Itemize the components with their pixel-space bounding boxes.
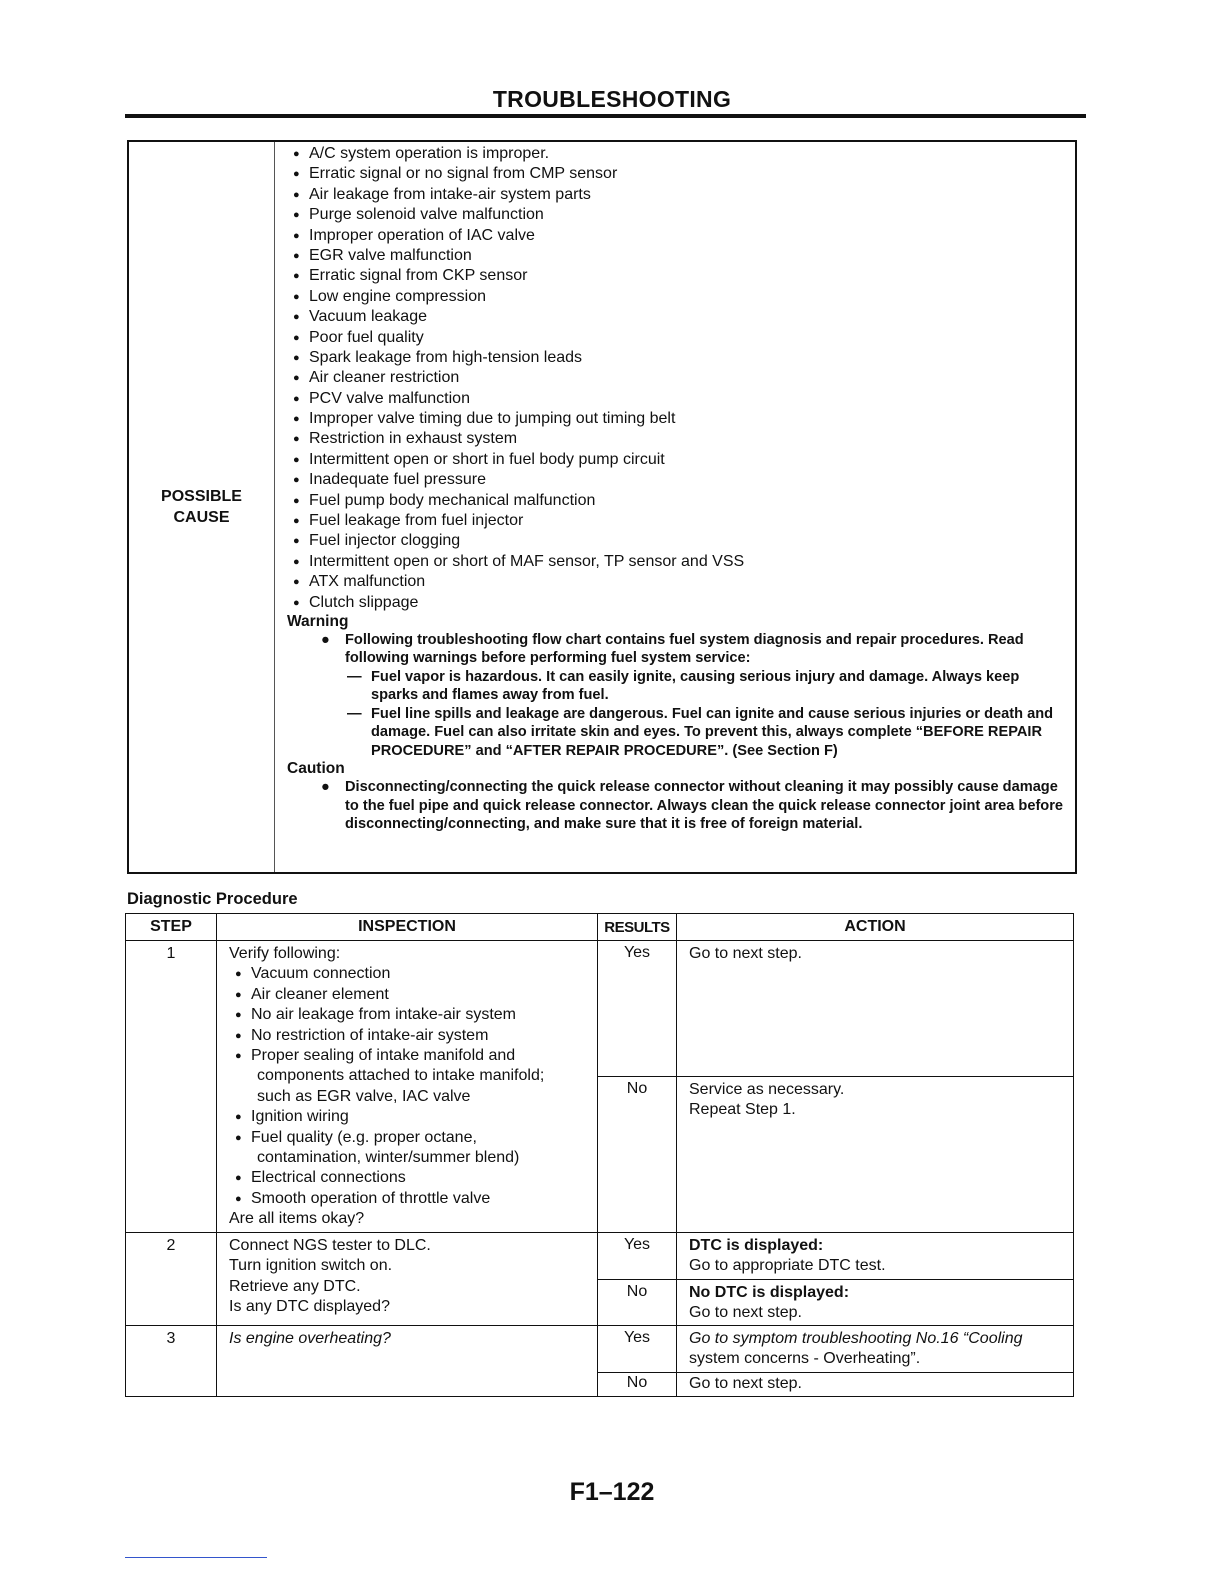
- cause-item: [287, 409, 1065, 429]
- col-step: STEP: [126, 914, 217, 941]
- bullet-icon: ●: [293, 433, 300, 446]
- action-cell: [677, 941, 1074, 1077]
- cause-item: [287, 450, 1065, 470]
- bullet-icon: ●: [293, 168, 300, 181]
- bullet-icon: ●: [235, 988, 242, 1001]
- action-heading: No DTC is displayed:: [689, 1284, 850, 1301]
- inspection-item: [229, 1189, 587, 1209]
- cause-text: PCV valve malfunction: [309, 389, 470, 407]
- cause-item: [287, 552, 1065, 572]
- action-cell: [677, 1373, 1074, 1397]
- cause-list: [287, 144, 1065, 613]
- bullet-icon: ●: [235, 1009, 242, 1022]
- action-cell: [677, 1233, 1074, 1280]
- bullet-icon: ●: [293, 372, 300, 385]
- bullet-icon: ●: [235, 1131, 242, 1144]
- bullet-icon: ●: [293, 270, 300, 283]
- inspection-item-text: contamination, winter/summer blend): [257, 1149, 520, 1167]
- action-cell: [677, 1077, 1074, 1233]
- bullet-icon: ●: [293, 555, 300, 568]
- warning-dash-text: Fuel line spills and leakage are dangerous. Fuel can ignite and cause serious injuries or death and damage. Fuel can also irritate skin and eyes. To prevent this, always complete “BEFORE REPAIR PROCEDURE” and “AFTER REPAIR PROCEDURE”. (See Section F): [371, 705, 1054, 759]
- bullet-icon: ●: [293, 494, 300, 507]
- bullet-icon: ●: [293, 392, 300, 405]
- page-title: TROUBLESHOOTING: [492, 86, 732, 112]
- bullet-icon: ●: [293, 351, 300, 364]
- inspection-question: Is engine overheating?: [229, 1330, 391, 1347]
- action-text: Repeat Step 1.: [689, 1101, 796, 1119]
- page-number: F1–122: [569, 1478, 655, 1506]
- bullet-icon: ●: [293, 188, 300, 201]
- inspection-item: [229, 1107, 587, 1127]
- inspection-item-text: Proper sealing of intake manifold and: [251, 1047, 516, 1065]
- cause-text: A/C system operation is improper.: [309, 145, 550, 162]
- inspection-cell: [217, 1326, 598, 1397]
- result-yes: Yes: [598, 941, 677, 1077]
- cause-item: [287, 164, 1065, 184]
- inspection-intro: Verify following:: [229, 945, 341, 962]
- result-no: No: [598, 1077, 677, 1233]
- caution-body: Disconnecting/connecting the quick release connector without cleaning it may possibly cause damage to the fuel pipe and quick release connector. Always clean the quick release connector joint area before disconnecting/connecting, and make sure that it is free of foreign material.: [345, 779, 1064, 833]
- action-text: Go to symptom troubleshooting No.16 “Cooling: [689, 1330, 1023, 1347]
- caution-text: ● Disconnecting/connecting the quick release connector without cleaning it may possibly cause damage to the fuel pipe and quick release connector. Always clean the quick release connector joint area before disconnecting/connecting, and make sure that it is free of foreign material.: [321, 779, 1064, 833]
- inspection-cell: [217, 1233, 598, 1326]
- inspection-line: Retrieve any DTC.: [229, 1277, 361, 1295]
- warning-body: Following troubleshooting flow chart contains fuel system diagnosis and repair procedures. Read following warnings before performing fuel system service:: [345, 631, 1024, 667]
- bullet-icon: ●: [293, 515, 300, 528]
- step-number: 3: [126, 1326, 217, 1397]
- cause-item: [287, 246, 1065, 266]
- cause-item: [287, 205, 1065, 225]
- bullet-icon: ●: [293, 576, 300, 589]
- inspection-item: [229, 1026, 587, 1046]
- possible-cause-label: [129, 142, 275, 872]
- bullet-icon: ●: [235, 1050, 242, 1063]
- inspection-item-text: Vacuum connection: [251, 965, 391, 983]
- cause-text: Improper valve timing due to jumping out timing belt: [309, 410, 676, 428]
- cause-item: [287, 429, 1065, 449]
- bullet-icon: ●: [293, 209, 300, 222]
- possible-cause-content: [287, 144, 1065, 834]
- cause-item: [287, 185, 1065, 205]
- cause-text: Restriction in exhaust system: [309, 430, 518, 448]
- bullet-icon: ●: [293, 311, 300, 324]
- bullet-icon: ●: [235, 1192, 242, 1205]
- bullet-icon: ●: [235, 968, 242, 981]
- cause-item: [287, 287, 1065, 307]
- step-number: 1: [126, 941, 217, 1233]
- cause-item: [287, 368, 1065, 388]
- action-heading: DTC is displayed:: [689, 1237, 824, 1254]
- cause-text: Inadequate fuel pressure: [309, 471, 487, 489]
- cause-item: [287, 266, 1065, 286]
- cause-text: ATX malfunction: [309, 573, 426, 591]
- action-text: Go to next step.: [689, 1304, 802, 1322]
- inspection-item: [229, 1168, 587, 1188]
- header-rule: [125, 114, 1086, 118]
- inspection-list: [229, 964, 587, 1209]
- cause-text: Low engine compression: [309, 287, 486, 305]
- inspection-item-text: such as EGR valve, IAC valve: [257, 1087, 471, 1105]
- inspection-item: [229, 1148, 587, 1168]
- col-action: ACTION: [677, 914, 1074, 941]
- result-no: No: [598, 1373, 677, 1397]
- cause-item: [287, 328, 1065, 348]
- result-yes: Yes: [598, 1233, 677, 1280]
- action-text: Go to next step.: [689, 1375, 802, 1392]
- warning-dash: — Fuel vapor is hazardous. It can easily ignite, causing serious injury and damage. Always keep sparks and flames away from fuel.: [347, 668, 1020, 704]
- cause-text: Fuel leakage from fuel injector: [309, 512, 524, 530]
- cause-item: [287, 491, 1065, 511]
- action-cell: [677, 1280, 1074, 1326]
- inspection-line: Connect NGS tester to DLC.: [229, 1237, 431, 1254]
- cause-item: [287, 511, 1065, 531]
- cause-text: Erratic signal from CKP sensor: [309, 267, 528, 285]
- cause-text: Intermittent open or short of MAF sensor, TP sensor and VSS: [309, 552, 745, 570]
- action-text: Go to next step.: [689, 945, 802, 962]
- cause-text: Fuel pump body mechanical malfunction: [309, 491, 596, 509]
- inspection-item-text: Ignition wiring: [251, 1108, 349, 1126]
- cause-item: [287, 144, 1065, 164]
- bullet-icon: ●: [293, 331, 300, 344]
- bullet-icon: ●: [293, 290, 300, 303]
- cause-item: [287, 470, 1065, 490]
- cause-text: Improper operation of IAC valve: [309, 226, 535, 244]
- action-text: system concerns - Overheating”.: [689, 1350, 921, 1368]
- cause-text: Fuel injector clogging: [309, 532, 461, 550]
- label-line: POSSIBLE: [161, 488, 242, 505]
- diagnostic-heading: Diagnostic Procedure: [127, 890, 298, 908]
- inspection-item-text: No restriction of intake-air system: [251, 1026, 489, 1044]
- inspection-item: [229, 1128, 587, 1148]
- bullet-icon: ●: [293, 596, 300, 609]
- cause-item: [287, 226, 1065, 246]
- bullet-icon: ●: [293, 453, 300, 466]
- cause-item: [287, 572, 1065, 592]
- result-no: No: [598, 1280, 677, 1326]
- bullet-icon: ●: [293, 229, 300, 242]
- cause-item: [287, 348, 1065, 368]
- cause-text: Air leakage from intake-air system parts: [309, 185, 591, 203]
- warning-text: ● Following troubleshooting flow chart contains fuel system diagnosis and repair procedures. Read following warnings before performing fuel system service:: [321, 631, 1024, 667]
- cause-item: [287, 307, 1065, 327]
- inspection-item-text: Electrical connections: [251, 1169, 406, 1187]
- possible-cause-box: [127, 140, 1077, 874]
- inspection-item-text: No air leakage from intake-air system: [251, 1006, 516, 1024]
- warning-heading: Warning: [287, 612, 349, 630]
- result-yes: Yes: [598, 1326, 677, 1373]
- cause-text: Purge solenoid valve malfunction: [309, 206, 544, 224]
- action-cell: [677, 1326, 1074, 1373]
- inspection-item: [229, 964, 587, 984]
- col-inspection: INSPECTION: [217, 914, 598, 941]
- bullet-icon: ●: [293, 249, 300, 262]
- inspection-line: Turn ignition switch on.: [229, 1257, 393, 1275]
- inspection-item-text: Air cleaner element: [251, 985, 389, 1003]
- cause-text: Air cleaner restriction: [309, 369, 460, 387]
- step-number: 2: [126, 1233, 217, 1326]
- table-header-row: [126, 914, 1074, 941]
- cause-text: Erratic signal or no signal from CMP sensor: [309, 165, 618, 183]
- warning-dash: — Fuel line spills and leakage are dangerous. Fuel can ignite and cause serious injuries or death and damage. Fuel can also irritate skin and eyes. To prevent this, always complete “BEFORE REPAIR PROCEDURE” and “AFTER REPAIR PROCEDURE”. (See Section F): [347, 705, 1054, 759]
- inspection-item-text: components attached to intake manifold;: [257, 1067, 545, 1085]
- cause-text: Vacuum leakage: [309, 308, 427, 326]
- inspection-item: [229, 1046, 587, 1066]
- bullet-icon: ●: [293, 474, 300, 487]
- bullet-icon: ●: [293, 413, 300, 426]
- warning-dash-text: Fuel vapor is hazardous. It can easily ignite, causing serious injury and damage. Always keep sparks and flames away from fuel.: [371, 668, 1020, 704]
- action-text: Service as necessary.: [689, 1081, 845, 1098]
- cause-text: Poor fuel quality: [309, 328, 424, 346]
- footer-divider: [125, 1557, 267, 1558]
- inspection-item: [229, 1087, 587, 1107]
- table-row: [126, 941, 1074, 1077]
- inspection-item: [229, 1066, 587, 1086]
- cause-text: Spark leakage from high-tension leads: [309, 348, 583, 366]
- action-text: Go to appropriate DTC test.: [689, 1257, 886, 1275]
- label-line: CAUSE: [173, 509, 230, 526]
- bullet-icon: ●: [293, 148, 300, 160]
- cause-text: Clutch slippage: [309, 593, 419, 611]
- table-row: [126, 1233, 1074, 1280]
- cause-item: [287, 593, 1065, 613]
- bullet-icon: ●: [235, 1172, 242, 1185]
- bullet-icon: ●: [235, 1029, 242, 1042]
- inspection-line: Is any DTC displayed?: [229, 1298, 390, 1316]
- cause-item: [287, 389, 1065, 409]
- inspection-cell: [217, 941, 598, 1233]
- cause-text: Intermittent open or short in fuel body pump circuit: [309, 450, 665, 468]
- inspection-item-text: Fuel quality (e.g. proper octane,: [251, 1128, 477, 1146]
- cause-text: EGR valve malfunction: [309, 246, 472, 264]
- table-row: [126, 1326, 1074, 1373]
- caution-heading: Caution: [287, 760, 345, 778]
- inspection-item: [229, 985, 587, 1005]
- col-results: RESULTS: [598, 914, 677, 941]
- bullet-icon: ●: [235, 1111, 242, 1124]
- bullet-icon: ●: [293, 535, 300, 548]
- inspection-item: [229, 1005, 587, 1025]
- cause-item: [287, 531, 1065, 551]
- inspection-question: Are all items okay?: [229, 1210, 365, 1228]
- diagnostic-table: [125, 913, 1074, 1397]
- inspection-item-text: Smooth operation of throttle valve: [251, 1189, 491, 1207]
